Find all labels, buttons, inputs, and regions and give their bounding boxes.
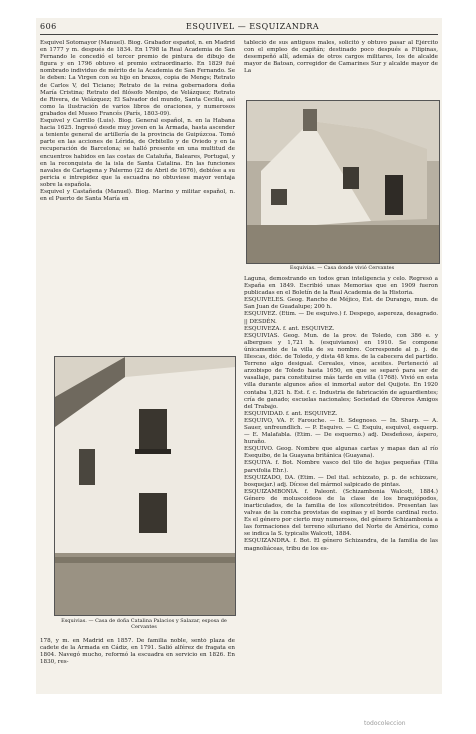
house-photo-illustration — [247, 101, 439, 263]
entry-laguna-continuation: Laguna, demostrando en todos gran inteligencia y celo. Regresó a España en 1849. Escribió unas Memorias que en 1909 fueron publicadas en el Boletín de la Real Academia de la Historia. — [244, 276, 438, 297]
entry-esquivo-geog: ESQUIVO. Geog. Nombre que algunas cartas y mapas dan al río Esequibo, de la Guayana británica (Guayana). — [244, 446, 438, 460]
document-page — [36, 18, 442, 694]
photo1-caption: Esquivias. — Casa donde vivió Cervantes — [289, 265, 395, 271]
entry-esquiveza: ESQUIVEZA. f. ant. ESQUIVEZ. — [244, 325, 335, 332]
entry-esquizado: ESQUIZADO, DA. (Etim. — Del ital. schizzato, p. p. de schizzare, bosquejar.) adj. Dícese del mármol salpicado de pintas. — [244, 474, 438, 488]
entry-esquivel-sotomayor: Esquivel Sotomayor (Manuel). Biog. Grabador español, n. en Madrid en 1777 y m. después de 1834. En 1798 la Real Academia de San Fernando le concedió el tercer premio de pintura de dibujo de figura y en 1796 obtuvo el premio extraordinario. En 1829 fué nombrado individuo de mérito de la Academia de San Fernando. Se le deben: La Virgen con su hijo en brazos, copia de Mengs; Retrato de Carlos V, del Ticiano; Retrato de la reina gobernadora doña María Cristina; Retrato del filósofo Menipo, de Velázquez; Retrato de Rivera, de Velázquez; El Salvador del mundo, Santa Cecilia, así como la ilustración de varios libros de oraciones, y numerosos grabados del Museo Francés (París, 1803-09). — [40, 40, 235, 117]
entry-castaneda-continuation: 178, y m. en Madrid en 1857. De familia noble, sentó plaza de cadete de la Armada en Cádiz, en 1791. Salió alférez de fragata en 1804. Navegó mucho, reformó la escuadra en servicio en 1826. En 1830, res- — [40, 638, 235, 666]
house-photo-illustration-2 — [55, 357, 235, 615]
page-header — [36, 22, 442, 34]
photo-casa-catalina — [54, 356, 236, 616]
watermark: todocoleccion — [364, 720, 406, 727]
entry-esquivias: ESQUIVIAS. Geog. Mun. de la prov. de Toledo, con 386 e. y albergues y 1,721 h. (esquivianos) en 1910. Se compone únicamente de la villa de su nombre. Corresponde al p. j. de Illescas, dióc. de Toledo, y dista 48 kms. de la cabecera del partido. Terreno algo desigual. Cereales, vinos, aceites. Perteneció al arzobispo de Toledo hasta 1650, en que se separó para ser de vasallaje, para constituirse más tarde en villa (1768). Vivió en esta villa durante algunos años el inmortal autor del Quijote. En 1920 contaba 1,821 h. Est. f. c. Industria de fabricación de aguardientes; cría de ganado; escuelas nacionales; Sociedad de Obreros Amigos del Trabajo. — [244, 332, 438, 410]
left-column-top — [40, 40, 235, 358]
entry-esquivo-adj: ESQUIVO, VA. F. Farouche. — It. Sdegnoso. — In. Sharp. — A. Sauer, unfreundlich. — P. Esquivo. — C. Esquiu, esquivol, esquerp. — E. Malafabla. (Etim. — De esquerno.) adj. Desdeñoso, áspero, huraño. — [244, 417, 438, 446]
header-rule — [40, 34, 438, 35]
entry-esquivez: ESQUIVEZ. (Etim. — De esquivo.) f. Despego, aspereza, desagrado. || DESDÉN. — [244, 311, 438, 325]
entry-esquivel-castaneda: Esquivel y Castañeda (Manuel). Biog. Marino y militar español, n. en el Puerto de Santa María en — [40, 188, 235, 203]
entry-esquiveles: ESQUIVELES. Geog. Rancho de Méjico, Est. de Durango, mun. de San Juan de Guadalupe; 200 h. — [244, 297, 438, 311]
page-number: 606 — [40, 22, 57, 31]
entry-esquividad: ESQUIVIDAD. f. ant. ESQUIVEZ. — [244, 410, 338, 417]
entry-esquizambonia: ESQUIZAMBONIA. f. Paleont. (Schizambonia Walcott, 1884.) Género de moluscoideos de la clase de los braquiópodos, inarticulados, de la familia de los siloncotrétidos. Presentan las valvas de la concha provistas de espinas y el borde cardinal recto. Es el género por cierto muy numerosos, del género Schizambonia a las formaciones del terreno siluriano del Norte de América, como se indica la S. typicalis Walcott, 1884. — [244, 488, 438, 538]
photo2-caption: Esquivias. — Casa de doña Catalina Palacios y Salazar, esposa de Cervantes — [61, 618, 227, 630]
right-column-top — [244, 40, 438, 96]
running-title: ESQUIVEL — ESQUIZANDRA — [186, 22, 320, 31]
entry-esquivel-carrillo: Esquivel y Carrillo (Luis). Biog. General español, n. en la Habana hacia 1625. Ingresó desde muy joven en la Armada, hasta ascender a teniente general de artillería de la provincia de Guipúzcoa. Tomó parte en las acciones de Lérida, de Orbitello y de Oviedo y en la recuperación de Barcelona; se halló presente en una multitud de encuentros habidos en las costas de Cataluña, Baleares, Portugal, y en la reconquista de la isla de Santa Catalina. En las funciones navales de Cartagena y Palermo (22 de Abril de 1676), debióse a su pericia e intrepidez que la escuadra no obtuviese mayor ventaja sobre la española. — [40, 118, 235, 188]
right-column-main — [244, 276, 438, 690]
entry-esquizandra: ESQUIZANDRA. f. Bot. El género Schizandra, de la familia de las magnoliáceas, tribu de los es- — [244, 538, 438, 552]
photo-casa-cervantes — [246, 100, 440, 264]
entry-continuation: tableció de sus antiguos males, solicitó y obtuvo pasar al Ejército con el empleo de capitán; destinado poco después a Filipinas, desempeñó allí, además de otros cargos militares, los de alcalde mayor de Batoan, corregidor de Camarines Sur y alcalde mayor de La — [244, 40, 438, 75]
left-column-bottom — [40, 638, 235, 690]
entry-esquiya: ESQUIYA. f. Bot. Nombre vasco del tilo de hojas pequeñas (Tilia parvifolia Ehr.). — [244, 460, 438, 474]
